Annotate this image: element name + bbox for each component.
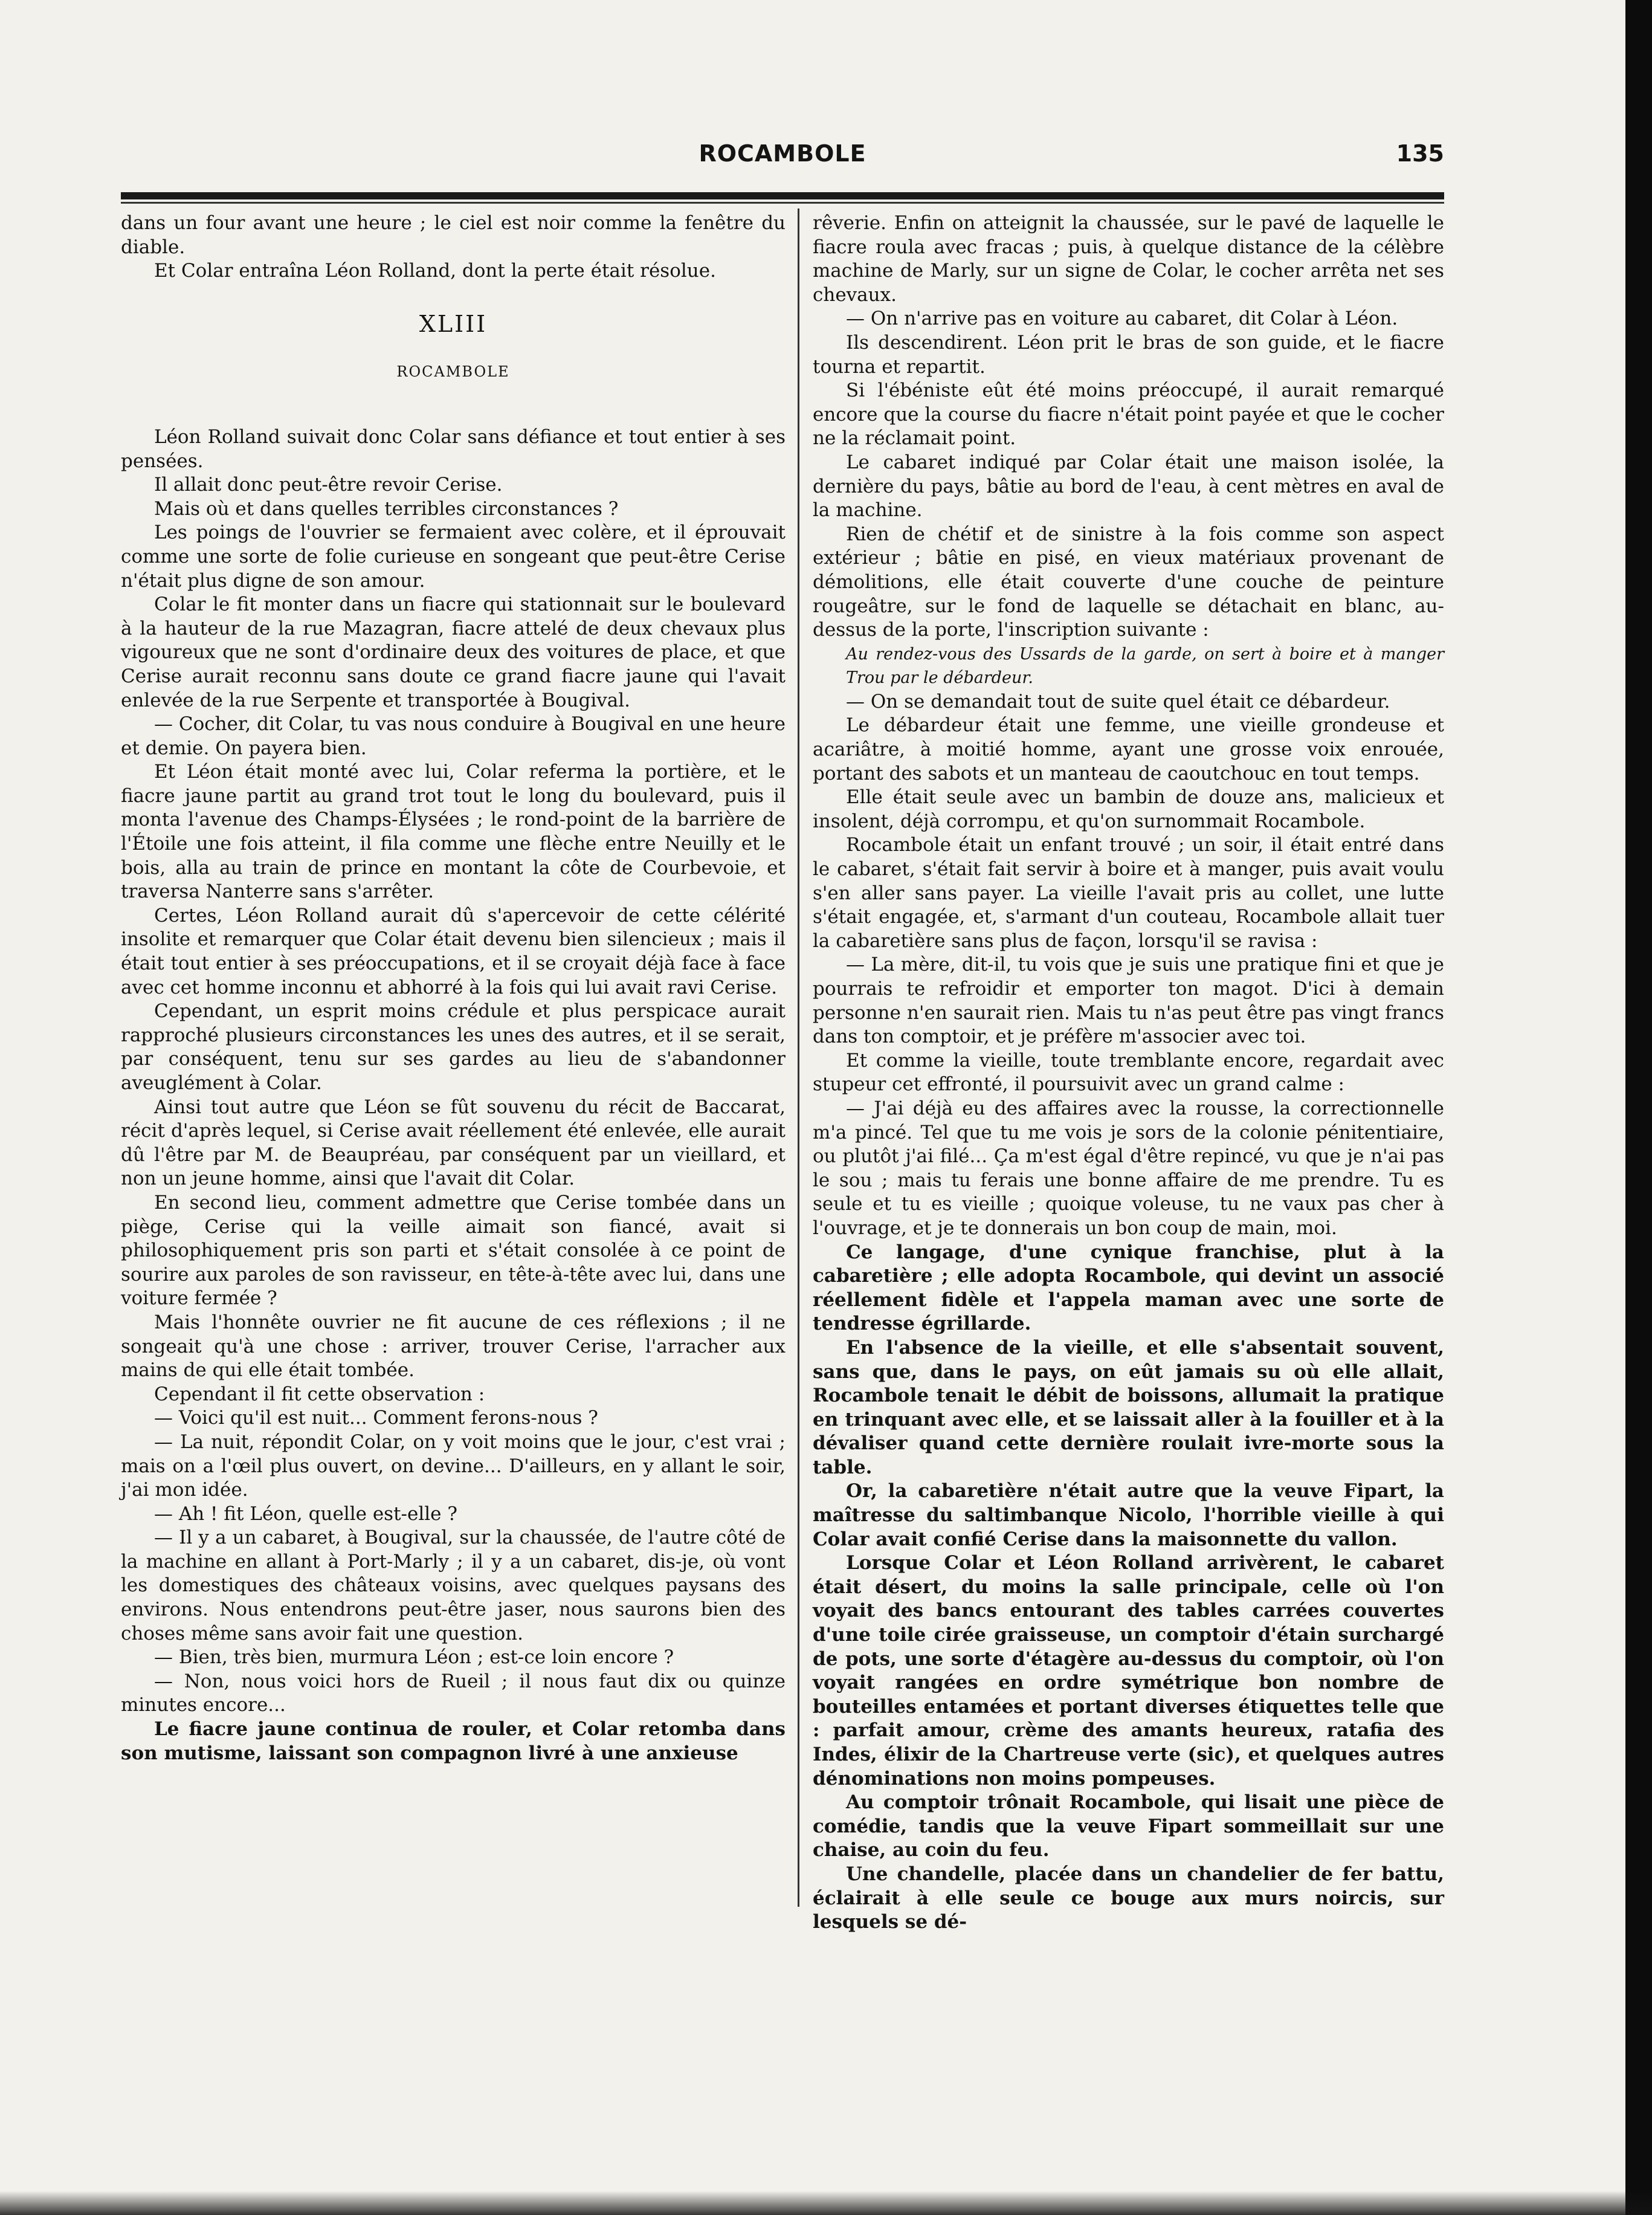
paragraph: Elle était seule avec un bambin de douze ans, malicieux et insolent, déjà corrompu, et qu'on surnommait Rocambole. <box>813 786 1444 832</box>
paragraph: Cependant, un esprit moins crédule et plus perspicace aurait rapproché plusieurs circonstances les unes des autres, et il se serait, par conséquent, tenu sur ses gardes au lieu de s'abandonner aveuglément à Colar. <box>121 1000 786 1094</box>
paragraph: Colar le fit monter dans un fiacre qui stationnait sur le boulevard à la hauteur de la rue Mazagran, fiacre attelé de deux chevaux plus vigoureux que ne sont d'ordinaire deux des voitures de place, et que Cerise aurait reconnu sans doute ce grand fiacre jaune qui l'avait enlevée de la rue Serpente et transportée à Bougival. <box>121 593 786 711</box>
paragraph: Cependant il fit cette observation : <box>154 1383 485 1405</box>
header-rule-thin <box>121 202 1444 204</box>
paragraph: — Cocher, dit Colar, tu vas nous conduire à Bougival en une heure et demie. On payera bien. <box>121 713 786 759</box>
page-header <box>121 140 1444 183</box>
right-column <box>813 212 1444 1935</box>
paragraph: Ils descendirent. Léon prit le bras de son guide, et le fiacre tourna et repartit. <box>813 331 1444 378</box>
paragraph: — Non, nous voici hors de Rueil ; il nous faut dix ou quinze minutes encore... <box>121 1670 786 1716</box>
paragraph: Et Colar entraîna Léon Rolland, dont la perte était résolue. <box>154 260 716 282</box>
paragraph: Si l'ébéniste eût été moins préoccupé, il aurait remarqué encore que la course du fiacre n'était point payée et que le cocher ne la réclamait point. <box>813 380 1444 450</box>
paragraph: Et Léon était monté avec lui, Colar referma la portière, et le fiacre jaune partit au grand trot tout le long du boulevard, puis il monta l'avenue des Champs-Élysées ; le rond-point de la barrière de l'Étoile une fois atteint, il fila comme une flèche entre Neuilly et le bois, alla au train de prince en montant la côte de Courbevoie, et traversa Nanterre sans s'arrêter. <box>121 761 786 903</box>
paragraph: — Ah ! fit Léon, quelle est-elle ? <box>154 1502 457 1525</box>
paragraph: Le fiacre jaune continua de rouler, et Colar retomba dans son mutisme, laissant son compagnon livré à une anxieuse <box>121 1718 786 1764</box>
paragraph: Ainsi tout autre que Léon se fût souvenu du récit de Baccarat, récit d'après lequel, si Cerise avait réellement été enlevée, elle aurait dû l'être par M. de Beaupréau, par conséquent par un vieillard, et non un jeune homme, ainsi que l'avait dit Colar. <box>121 1096 786 1190</box>
paragraph: Le débardeur était une femme, une vieille grondeuse et acariâtre, à moitié homme, ayant une grosse voix enrouée, portant des sabots et un manteau de caoutchouc en tout temps. <box>813 714 1444 784</box>
paragraph: — La nuit, répondit Colar, on y voit moins que le jour, c'est vrai ; mais on a l'œil plus ouvert, on devine... D'ailleurs, en y allant le soir, j'ai mon idée. <box>121 1431 786 1501</box>
paragraph: Au comptoir trônait Rocambole, qui lisait une pièce de comédie, tandis que la veuve Fipart sommeillait sur une chaise, au coin du feu. <box>813 1791 1444 1861</box>
paragraph: En l'absence de la vieille, et elle s'absentait souvent, sans que, dans le pays, on eût jamais su où elle allait, Rocambole tenait le débit de boissons, allumait la pratique en trinquant avec elle, et se laissait aller à la fouiller et à la dévaliser quand cette dernière roulait ivre-morte sous la table. <box>813 1336 1444 1478</box>
paragraph: rêverie. Enfin on atteignit la chaussée, sur le pavé de laquelle le fiacre roula avec fracas ; puis, à quelque distance de la célèbre machine de Marly, sur un signe de Colar, le cocher arrêta net ses chevaux. <box>813 212 1444 306</box>
chapter-title: ROCAMBOLE <box>396 363 510 381</box>
paragraph: Une chandelle, placée dans un chandelier de fer battu, éclairait à elle seule ce bouge aux murs noircis, sur lesquels se dé- <box>813 1863 1444 1933</box>
paragraph: Le cabaret indiqué par Colar était une maison isolée, la dernière du pays, bâtie au bord de l'eau, à cent mètres en aval de la machine. <box>813 451 1444 522</box>
scan-bottom-edge <box>0 2191 1652 2215</box>
paragraph: Rien de chétif et de sinistre à la fois comme son aspect extérieur ; bâtie en pisé, en vieux matériaux provenant de démolitions, elle était couverte d'une couche de peinture rougeâtre, sur le fond de laquelle se détachait en blanc, au-dessus de la porte, l'inscription suivante : <box>813 523 1444 641</box>
paragraph: Il allait donc peut-être revoir Cerise. <box>154 474 503 496</box>
paragraph: — J'ai déjà eu des affaires avec la rousse, la correctionnelle m'a pincé. Tel que tu me vois je sors de la colonie pénitentiaire, ou plutôt j'ai filé... Ça m'est égal d'être repincé, vu que je n'ai pas le sou ; mais tu ferais une bonne affaire de me prendre. Tu es seule et tu es vieille ; quoique voleuse, tu ne vaux pas cher à l'ouvrage, et je te donnerais un bon coup de main, moi. <box>813 1097 1444 1239</box>
paragraph: Et comme la vieille, toute tremblante encore, regardait avec stupeur cet effronté, il poursuivit avec un grand calme : <box>813 1049 1444 1096</box>
page-number: 135 <box>1396 140 1444 167</box>
paragraph: Les poings de l'ouvrier se fermaient avec colère, et il éprouvait comme une sorte de folie curieuse en songeant que peut-être Cerise n'était plus digne de son amour. <box>121 522 786 592</box>
paragraph: Mais l'honnête ouvrier ne fit aucune de ces réflexions ; il ne songeait qu'à une chose : arriver, trouver Cerise, l'arracher aux mains de qui elle était tombée. <box>121 1311 786 1382</box>
paragraph: Or, la cabaretière n'était autre que la veuve Fipart, la maîtresse du saltimbanque Nicolo, l'horrible vieille à qui Colar avait confié Cerise dans la maisonnette du vallon. <box>813 1480 1444 1550</box>
running-title: ROCAMBOLE <box>699 140 866 167</box>
paragraph: Lorsque Colar et Léon Rolland arrivèrent, le cabaret était désert, du moins la salle principale, celle où l'on voyait des bancs entourant des tables carrées couvertes d'une toile cirée graisseuse, un comptoir d'étain surchargé de pots, une sorte d'étagère au-dessus du comptoir, où l'on voyait rangées en ordre symétrique bon nombre de bouteilles entamées et portant diverses étiquettes telle que : parfait amour, crème des amants heureux, ratafia des Indes, élixir de la Chartreuse verte (sic), et quelques autres dénominations non moins pompeuses. <box>813 1552 1444 1790</box>
paragraph: Certes, Léon Rolland aurait dû s'apercevoir de cette célérité insolite et remarquer que Colar était devenu bien silencieux ; mais il était tout entier à ses préoccupations, et il se croyait déjà face à face avec cet homme inconnu et abhorré à la fois qui lui avait ravi Cerise. <box>121 904 786 998</box>
paragraph: Léon Rolland suivait donc Colar sans défiance et tout entier à ses pensées. <box>121 425 786 472</box>
cabaret-sign-inscription: Au rendez-vous des Ussards de la garde, on sert à boire et à manger Trou par le débardeur. <box>846 644 1444 688</box>
left-column <box>121 212 786 1765</box>
paragraph: — On n'arrive pas en voiture au cabaret, dit Colar à Léon. <box>846 308 1398 330</box>
paragraph: Ce langage, d'une cynique franchise, plut à la cabaretière ; elle adopta Rocambole, qui devint un associé réellement fidèle et l'appela maman avec une sorte de tendresse égrillarde. <box>813 1241 1444 1335</box>
paragraph: Rocambole était un enfant trouvé ; un soir, il était entré dans le cabaret, s'était fait servir à boire et à manger, puis avait voulu s'en aller sans payer. La vieille l'avait pris au collet, une lutte s'était engagée, et, s'armant d'un couteau, Rocambole allait tuer la cabaretière sans plus de façon, lorsqu'il se ravisa : <box>813 834 1444 952</box>
scan-edge-shadow <box>1625 0 1652 2215</box>
paragraph: — Voici qu'il est nuit... Comment ferons-nous ? <box>154 1407 598 1429</box>
paragraph: — La mère, dit-il, tu vois que je suis une pratique fini et que je pourrais te refroidir et emporter ton magot. D'ici à demain personne n'en saurait rien. Mais tu n'as peut être pas vingt francs dans ton comptoir, et je préfère m'associer avec toi. <box>813 954 1444 1048</box>
column-divider <box>798 209 799 1907</box>
paragraph: dans un four avant une heure ; le ciel est noir comme la fenêtre du diable. <box>121 212 786 258</box>
paragraph: — Il y a un cabaret, à Bougival, sur la chaussée, de l'autre côté de la machine en allant à Port-Marly ; il y a un cabaret, dis-je, où vont les domestiques des châteaux voisins, avec quelques paysans des environs. Nous entendrons peut-être jaser, nous saurons bien des choses même sans avoir fait une question. <box>121 1527 786 1644</box>
paragraph: En second lieu, comment admettre que Cerise tombée dans un piège, Cerise qui la veille aimait son fiancé, avait si philosophiquement pris son parti et s'était consolée à ce point de sourire aux paroles de son ravisseur, en tête-à-tête avec lui, dans une voiture fermée ? <box>121 1191 786 1310</box>
paragraph: Mais où et dans quelles terribles circonstances ? <box>154 497 619 520</box>
chapter-number: XLIII <box>419 310 488 337</box>
paragraph: — On se demandait tout de suite quel était ce débardeur. <box>846 690 1390 713</box>
header-rule-thick <box>121 192 1444 199</box>
paragraph: — Bien, très bien, murmura Léon ; est-ce loin encore ? <box>154 1646 674 1669</box>
